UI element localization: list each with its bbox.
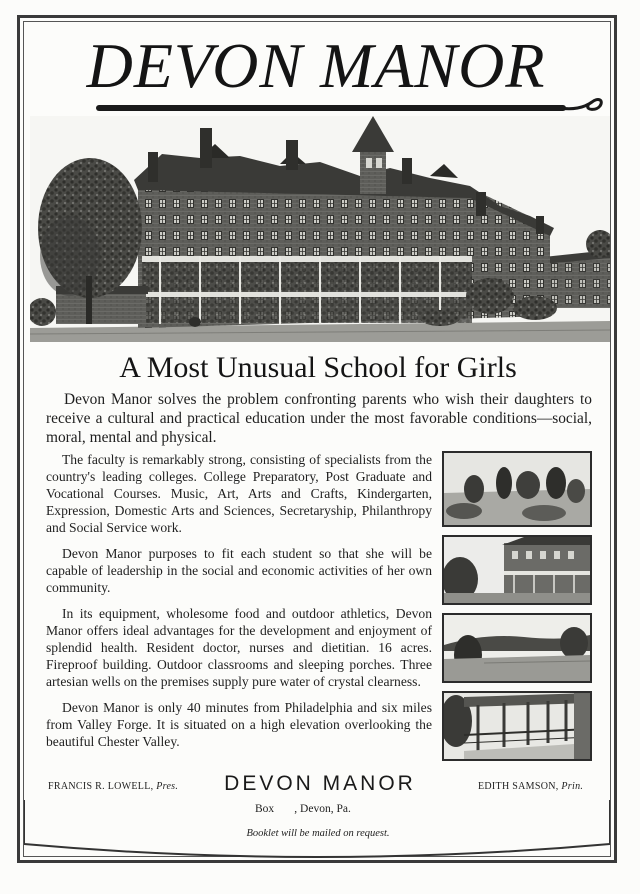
headline: A Most Unusual School for Girls <box>119 351 517 384</box>
principal-name: EDITH SAMSON, <box>478 781 559 792</box>
intro-paragraph: Devon Manor solves the problem confronting parents who wish their daughters to receive a cultural and practical education under the most favorable conditions—social, moral, mental and physical. <box>46 391 592 446</box>
paragraph-equipment: In its equipment, wholesome food and outdoor athletics, Devon Manor offers ideal advantages for the development and enjoyment of splendid health. Resident doctor, nurses and dietitian. 16 acres. Fireproof building. Outdoor classrooms and sleeping porches. Three artesian wells on the premises supply pure water of crystal clearness. <box>46 606 432 689</box>
masthead <box>30 24 602 119</box>
president-title: Pres. <box>156 781 179 792</box>
masthead-swash-ornament <box>558 94 606 114</box>
principal-credit <box>478 781 583 792</box>
address-place: , Devon, Pa. <box>294 803 351 815</box>
paragraph-location: Devon Manor is only 40 minutes from Philadelphia and six miles from Valley Forge. It is situated on a high elevation overlooking the beautiful Chester Valley. <box>46 700 432 749</box>
body-text-column <box>46 451 432 759</box>
photo-building-porches <box>442 535 592 605</box>
president-credit <box>48 781 178 792</box>
school-address <box>255 803 351 815</box>
booklet-note: Booklet will be mailed on request. <box>246 828 390 839</box>
paragraph-leadership: Devon Manor purposes to fit each student so that she will be capable of leadership in the social and economic activities of her own community. <box>46 546 432 595</box>
president-name: FRANCIS R. LOWELL, <box>48 781 154 792</box>
footer-school-name: DEVON MANOR <box>224 772 416 795</box>
masthead-title: DEVON MANOR <box>86 30 546 101</box>
photo-lawn-trees <box>442 613 592 683</box>
photo-veranda <box>442 691 592 761</box>
photo-grounds-trees <box>442 451 592 527</box>
manor-building-illustration <box>30 116 610 342</box>
paragraph-faculty: The faculty is remarkably strong, consisting of specialists from the country's leading colleges. College Preparatory, Post Graduate and Vocational Courses. Music, Art, Arts and Crafts, Kindergarten, Expression, Domestic Arts and Sciences, Secretaryship, Philanthropy and Social Service work. <box>46 452 432 535</box>
masthead-underline <box>96 105 566 111</box>
address-box: Box <box>255 803 275 815</box>
principal-title: Prin. <box>561 781 584 792</box>
